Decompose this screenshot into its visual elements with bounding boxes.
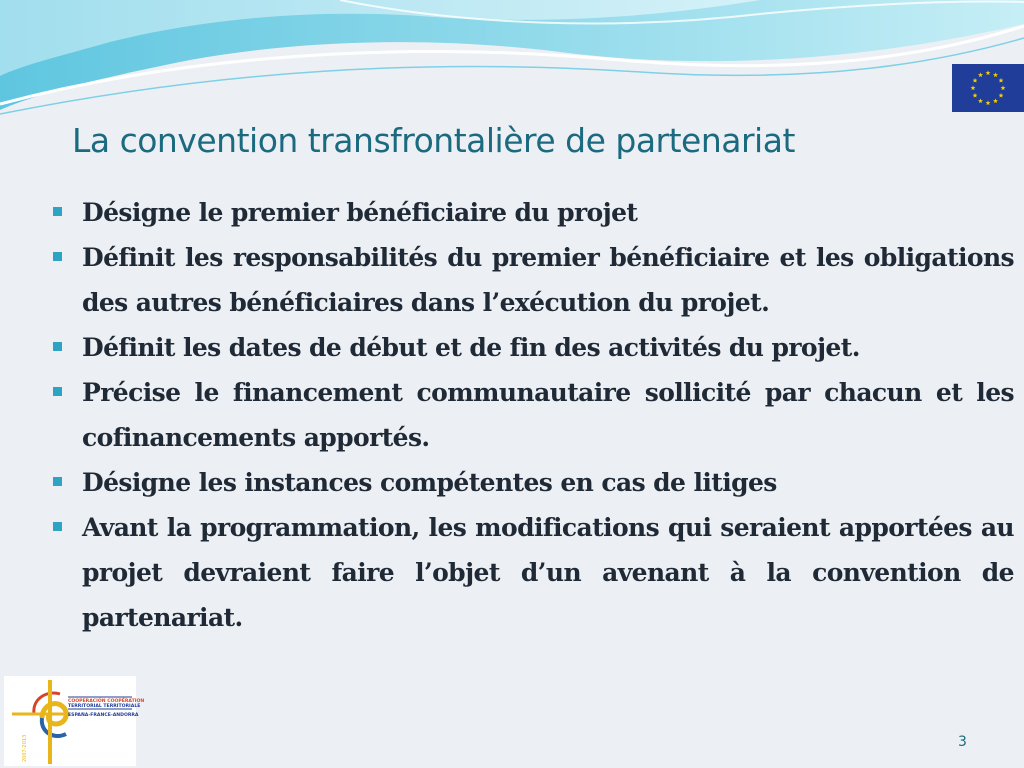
bullet-text: Définit les responsabilités du premier bénéficiaire et les obligations des autres bénéficiaires dans l’exécution du projet. [82,243,1014,317]
logo-line-2: TERRITORIAL TERRITORIALE [68,704,141,709]
page-number: 3 [958,734,967,750]
square-bullet-icon [53,342,62,351]
square-bullet-icon [53,387,62,396]
bullet-text: Définit les dates de début et de fin des activités du projet. [82,333,860,362]
logo-line-1: COOPERACIÓN COOPÉRATION [68,699,145,704]
bullet-list [46,190,1014,640]
bullet-item [46,190,1014,235]
eu-flag-icon [952,64,1024,112]
bullet-item [46,460,1014,505]
logo-line-3: ESPAÑA-FRANCE-ANDORRA [68,713,139,718]
bullet-item [46,505,1014,640]
square-bullet-icon [53,522,62,531]
logo-years: 2007-2013 [22,734,28,762]
square-bullet-icon [53,477,62,486]
bullet-text: Précise le financement communautaire sollicité par chacun et les cofinancements apportés. [82,378,1014,452]
bullet-text: Avant la programmation, les modifications qui seraient apportées au projet devraient faire l’objet d’un avenant à la convention de partenariat. [82,513,1014,632]
square-bullet-icon [53,207,62,216]
bullet-item [46,235,1014,325]
bullet-text: Désigne les instances compétentes en cas de litiges [82,468,777,497]
square-bullet-icon [53,252,62,261]
slide-title: La convention transfrontalière de partenariat [72,121,795,160]
bullet-item [46,370,1014,460]
header-wave-decoration [0,0,1024,130]
bullet-text: Désigne le premier bénéficiaire du projet [82,198,638,227]
bullet-item [46,325,1014,370]
poctefa-logo-icon [4,676,145,766]
